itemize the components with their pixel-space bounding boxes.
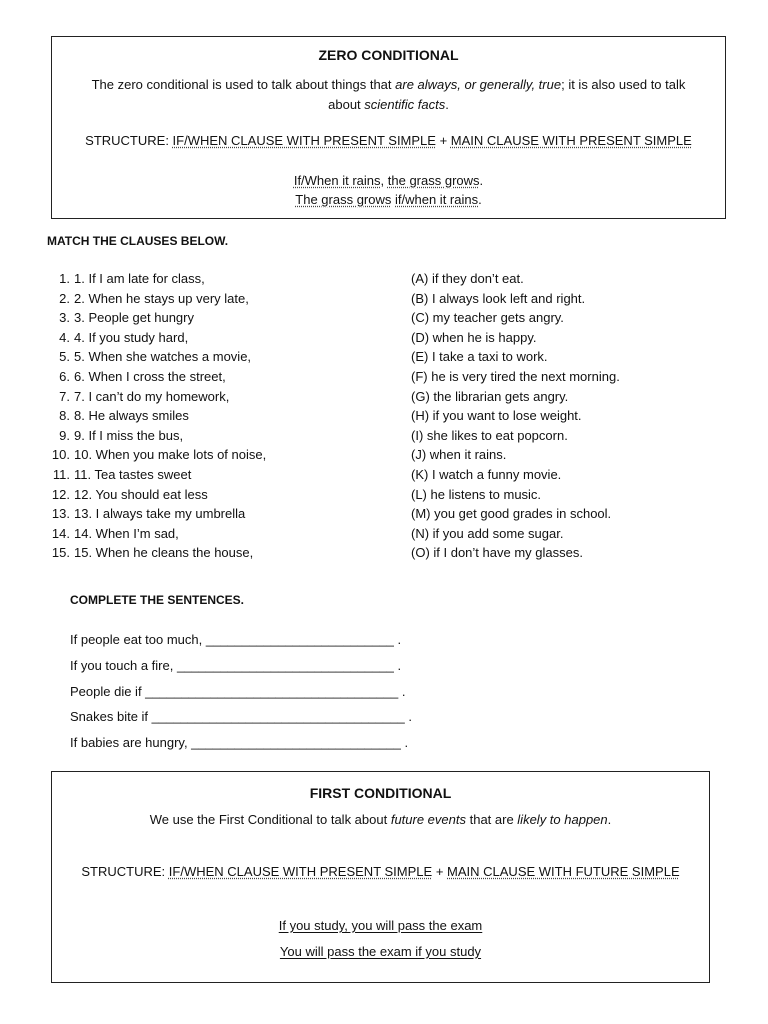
match-left-item xyxy=(48,543,253,562)
list-number: 8. xyxy=(59,408,70,423)
zero-conditional-example-1: If/When it rains, the grass grows. xyxy=(293,173,484,188)
match-left-text: 1. If I am late for class, xyxy=(74,271,205,286)
list-number: 14. xyxy=(51,526,70,541)
match-right-item: (L) he listens to music. xyxy=(411,487,542,502)
match-left-text: 12. You should eat less xyxy=(74,487,208,502)
match-left-item xyxy=(48,426,183,445)
match-right-item: (B) I always look left and right. xyxy=(411,291,586,306)
match-left-text: 8. He always smiles xyxy=(74,408,189,423)
first-conditional-example-1: If you study, you will pass the exam xyxy=(278,918,483,933)
first-conditional-box xyxy=(51,771,710,983)
match-left-item xyxy=(48,289,249,308)
match-right-item: (E) I take a taxi to work. xyxy=(411,349,548,364)
list-number: 6. xyxy=(59,369,70,384)
match-heading: MATCH THE CLAUSES BELOW. xyxy=(47,234,229,248)
first-conditional-example-2: You will pass the exam if you study xyxy=(279,944,482,959)
match-left-item xyxy=(48,445,266,464)
first-conditional-structure: STRUCTURE: IF/WHEN CLAUSE WITH PRESENT SIMPLE + MAIN CLAUSE WITH FUTURE SIMPLE xyxy=(81,864,680,879)
match-left-item xyxy=(48,308,194,327)
list-number: 10. xyxy=(51,447,70,462)
zero-conditional-title: ZERO CONDITIONAL xyxy=(318,47,459,63)
sentence-1: If people eat too much, __________________________ . xyxy=(70,632,402,647)
list-number: 9. xyxy=(59,428,70,443)
match-right-item: (C) my teacher gets angry. xyxy=(411,310,564,325)
match-left-item xyxy=(48,406,189,425)
first-conditional-intro: We use the First Conditional to talk about future events that are likely to happen. xyxy=(149,812,612,827)
match-left-text: 13. I always take my umbrella xyxy=(74,506,246,521)
list-number: 3. xyxy=(59,310,70,325)
list-number: 11. xyxy=(52,467,70,482)
match-left-item xyxy=(48,504,245,523)
zero-conditional-box xyxy=(51,36,726,219)
list-number: 4. xyxy=(59,330,70,345)
match-left-item xyxy=(48,367,226,386)
list-number: 13. xyxy=(51,506,70,521)
match-right-item: (O) if I don’t have my glasses. xyxy=(411,545,583,560)
zero-conditional-example-2: The grass grows if/when it rains. xyxy=(295,192,482,207)
list-number: 5. xyxy=(59,349,70,364)
match-left-text: 2. When he stays up very late, xyxy=(74,291,249,306)
match-left-text: 3. People get hungry xyxy=(74,310,194,325)
complete-heading: COMPLETE THE SENTENCES. xyxy=(70,593,245,607)
match-left-item xyxy=(48,524,179,543)
list-number: 7. xyxy=(59,389,70,404)
sentence-4: Snakes bite if ___________________________________ . xyxy=(70,709,412,724)
match-left-text: 10. When you make lots of noise, xyxy=(74,447,267,462)
match-left-text: 14. When I’m sad, xyxy=(74,526,179,541)
match-left-text: 4. If you study hard, xyxy=(74,330,189,345)
match-left-item xyxy=(48,485,208,504)
match-left-text: 5. When she watches a movie, xyxy=(74,349,252,364)
match-right-item: (M) you get good grades in school. xyxy=(411,506,612,521)
match-right-item: (G) the librarian gets angry. xyxy=(411,389,569,404)
zero-conditional-intro: The zero conditional is used to talk about things that are always, or generally, true; it is also used to talk about scientific facts. xyxy=(91,77,686,112)
match-right-item: (A) if they don’t eat. xyxy=(411,271,524,286)
match-left-text: 6. When I cross the street, xyxy=(74,369,226,384)
match-right-item: (K) I watch a funny movie. xyxy=(411,467,562,482)
match-left-item xyxy=(48,269,205,288)
sentence-2: If you touch a fire, ______________________________ . xyxy=(70,658,402,673)
match-left-text: 7. I can’t do my homework, xyxy=(74,389,230,404)
match-left-text: 11. Tea tastes sweet xyxy=(74,467,192,482)
match-left-text: 9. If I miss the bus, xyxy=(74,428,184,443)
list-number: 12. xyxy=(51,487,70,502)
match-right-item: (N) if you add some sugar. xyxy=(411,526,564,541)
match-left-text: 15. When he cleans the house, xyxy=(74,545,254,560)
match-right-item: (H) if you want to lose weight. xyxy=(411,408,582,423)
match-right-item: (I) she likes to eat popcorn. xyxy=(411,428,568,443)
sentence-3: People die if ___________________________________ . xyxy=(70,684,406,699)
sentence-5: If babies are hungry, _____________________________ . xyxy=(70,735,409,750)
list-number: 15. xyxy=(51,545,70,560)
match-left-item xyxy=(48,387,229,406)
first-conditional-title: FIRST CONDITIONAL xyxy=(309,785,452,801)
match-left-item xyxy=(48,328,188,347)
match-right-item: (F) he is very tired the next morning. xyxy=(411,369,620,384)
match-right-item: (J) when it rains. xyxy=(411,447,507,462)
zero-conditional-structure: STRUCTURE: IF/WHEN CLAUSE WITH PRESENT SIMPLE + MAIN CLAUSE WITH PRESENT SIMPLE xyxy=(85,133,692,148)
match-right-item: (D) when he is happy. xyxy=(411,330,537,345)
list-number: 2. xyxy=(59,291,70,306)
match-left-item xyxy=(48,465,191,484)
match-left-item xyxy=(48,347,251,366)
list-number: 1. xyxy=(59,271,70,286)
